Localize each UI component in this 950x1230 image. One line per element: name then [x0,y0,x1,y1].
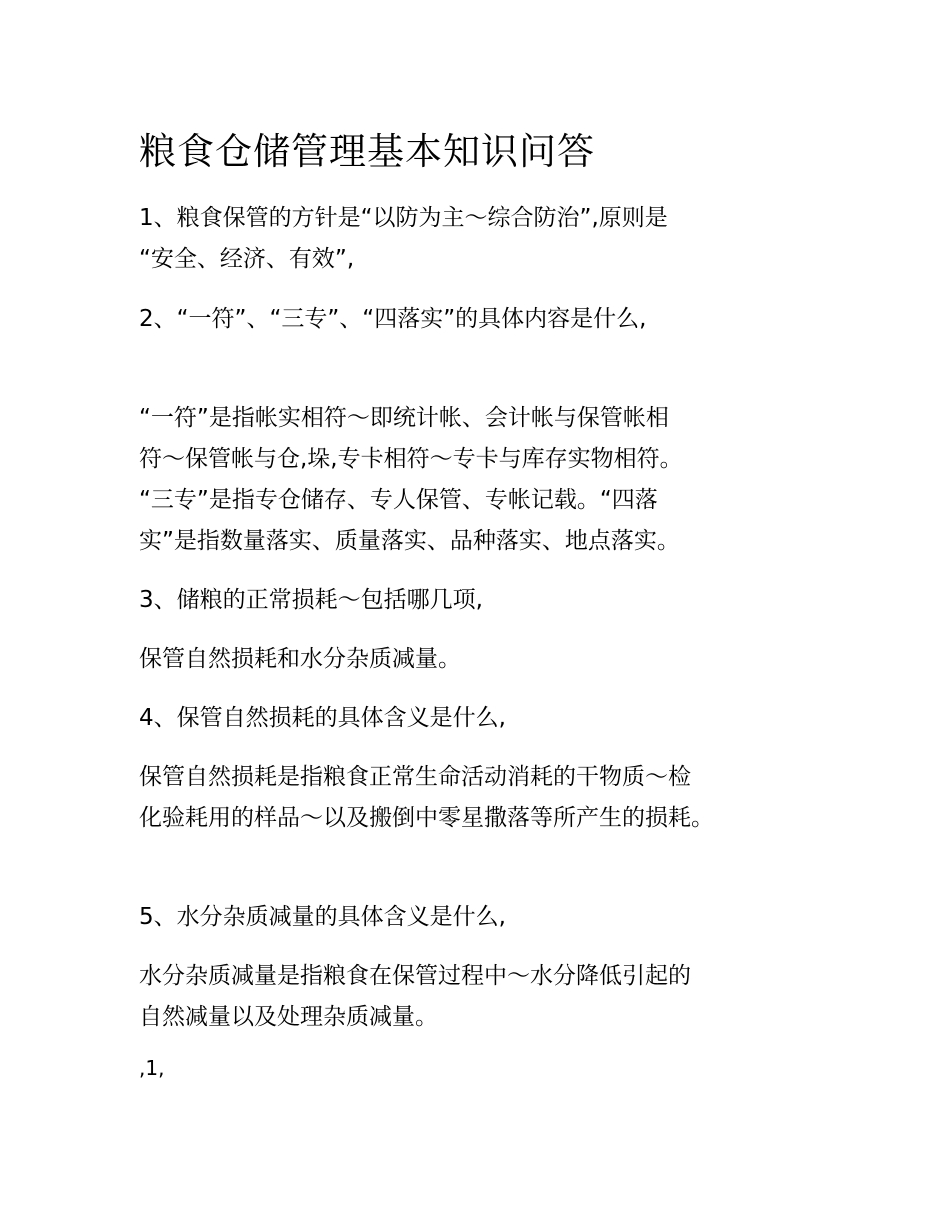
text-line: “安全、经济、有效”, [139,246,355,272]
text-line: 1、粮食保管的方针是“以防为主～综合防治”,原则是 [139,205,668,231]
text-line: “三专”是指专仓储存、专人保管、专帐记载。“四落 [139,487,658,513]
text-line: 保管自然损耗和水分杂质减量。 [139,646,461,672]
paragraph-a3 [139,639,819,680]
page-number: ,1, [139,1056,165,1080]
text-line: “一符”是指帐实相符～即统计帐、会计帐与保管帐相 [139,405,669,431]
text-line: 保管自然损耗是指粮食正常生命活动消耗的干物质～检 [139,764,691,790]
text-line: 实”是指数量落实、质量落实、品种落实、地点落实。 [139,528,680,554]
text-line: 4、保管自然损耗的具体含义是什么, [139,705,506,731]
paragraph-q5 [139,897,819,938]
paragraph-q3 [139,580,819,621]
paragraph-a2 [139,398,819,562]
paragraph-q2 [139,299,819,340]
paragraph-a4 [139,757,819,839]
text-line: 自然减量以及处理杂质减量。 [139,1004,438,1030]
paragraph-a5 [139,956,819,1038]
text-line: 5、水分杂质减量的具体含义是什么, [139,904,506,930]
text-line: 2、“一符”、“三专”、“四落实”的具体内容是什么, [139,306,647,332]
paragraph-q1 [139,198,819,280]
text-line: 符～保管帐与仓,垛,专卡相符～专卡与库存实物相符。 [139,446,683,472]
page-title: 粮食仓储管理基本知识问答 [139,130,595,173]
text-line: 化验耗用的样品～以及搬倒中零星撒落等所产生的损耗。 [139,805,714,831]
paragraph-q4 [139,698,819,739]
text-line: 水分杂质减量是指粮食在保管过程中～水分降低引起的 [139,963,691,989]
text-line: 3、储粮的正常损耗～包括哪几项, [139,587,483,613]
